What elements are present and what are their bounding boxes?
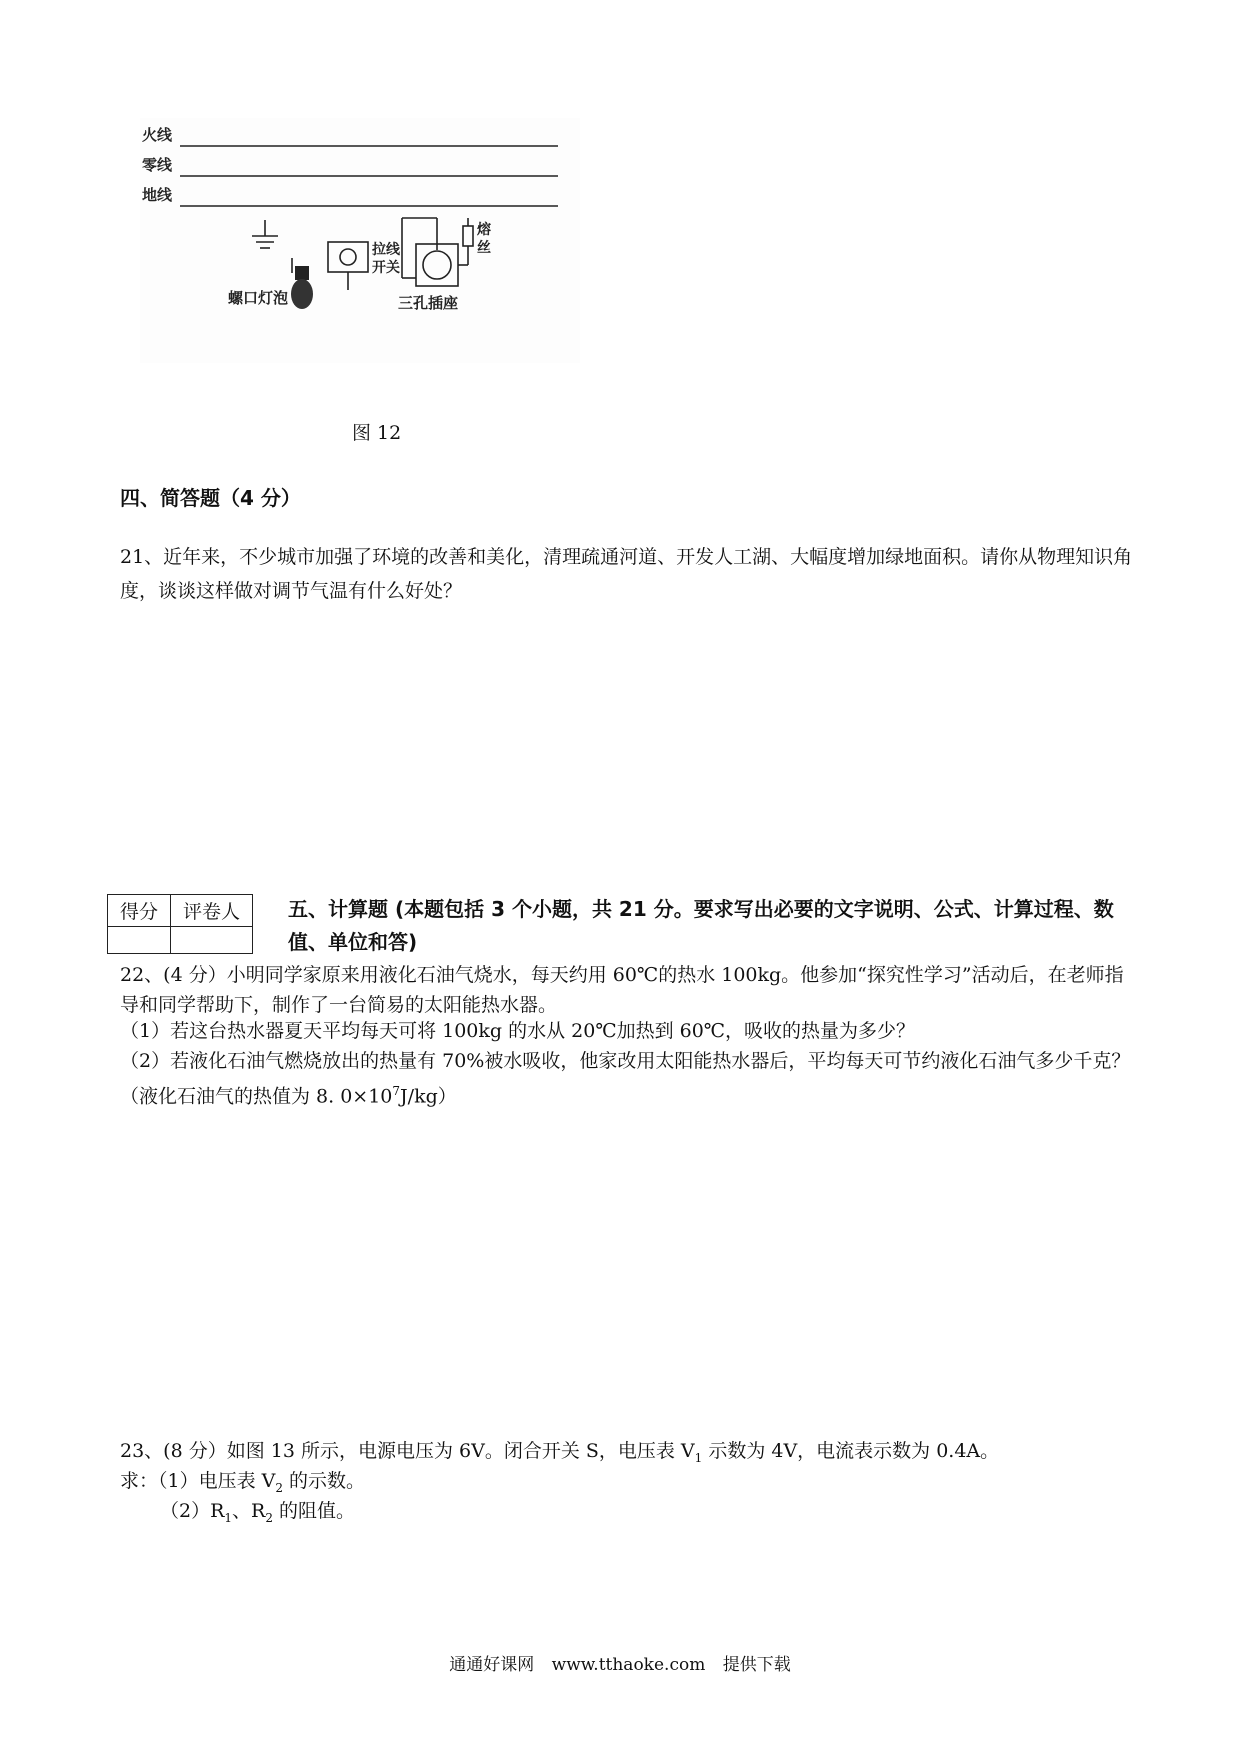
fuse-label-1: 熔 — [477, 222, 491, 238]
live-wire-label: 火线 — [142, 126, 173, 144]
q23-intro-a: 23、(8 分）如图 13 所示，电源电压为 6V。闭合开关 S，电压表 V — [120, 1440, 695, 1462]
q22-part2-exponent: 7 — [392, 1084, 401, 1098]
q23-intro-b: 示数为 4V，电流表示数为 0.4A。 — [702, 1440, 1000, 1462]
pull-switch-label-2: 开关 — [372, 260, 400, 276]
question-22-part-1: （1）若这台热水器夏天平均每天可将 100kg 的水从 20℃加热到 60℃，吸收的热量为多少？ — [120, 1020, 916, 1042]
score-table-wrap — [107, 894, 253, 954]
question-23-part-2 — [160, 1496, 1175, 1533]
q23-part2-a: （2）R — [160, 1500, 225, 1522]
pull-switch-label-1: 拉线 — [372, 242, 400, 258]
question-22-part-2 — [120, 1046, 1135, 1111]
question-21: 21、近年来，不少城市加强了环境的改善和美化，清理疏通河道、开发人工湖、大幅度增加绿地面积。请你从物理知识角度，谈谈这样做对调节气温有什么好处？ — [120, 546, 1133, 602]
figure-12-diagram — [140, 118, 580, 363]
q23-part2-sub2: 2 — [265, 1510, 273, 1525]
ground-wire-label: 地线 — [142, 186, 173, 204]
socket-icon — [402, 218, 468, 286]
footer-url[interactable]: www.tthaoke.com — [551, 1655, 706, 1675]
grader-cell[interactable] — [171, 927, 253, 954]
ground-symbol-icon — [252, 220, 278, 248]
wiring-diagram — [140, 118, 580, 363]
fuse-icon — [463, 218, 473, 246]
section-4-title: 四、简答题（4 分） — [120, 486, 301, 510]
q23-part2-b: 、R — [232, 1500, 266, 1522]
score-cell[interactable] — [108, 927, 171, 954]
q22-part2-text-a: （2）若液化石油气燃烧放出的热量有 70%被水吸收，他家改用太阳能热水器后，平均每天可节约液化石油气多少千克？（液化石油气的热值为 8. 0×10 — [120, 1050, 1131, 1108]
q23-ask-b: 的示数。 — [283, 1470, 366, 1492]
q23-part2-sub1: 1 — [224, 1510, 233, 1525]
score-table — [107, 894, 253, 954]
screw-bulb-label: 螺口灯泡 — [228, 289, 289, 307]
question-22-intro: 22、(4 分）小明同学家原来用液化石油气烧水，每天约用 60℃的热水 100kg。他参加“探究性学习”活动后，在老师指导和同学帮助下，制作了一台简易的太阳能热水器。 — [120, 964, 1124, 1016]
section-5-title: 五、计算题 (本题包括 3 个小题，共 21 分。要求写出必要的文字说明、公式、计算过程、数值、单位和答) — [288, 897, 1114, 954]
score-header: 得分 — [108, 895, 171, 927]
grader-header: 评卷人 — [171, 895, 253, 927]
q23-ask-a: 求：（1）电压表 V — [120, 1470, 276, 1492]
neutral-wire-label: 零线 — [142, 156, 173, 174]
fuse-label-2: 丝 — [477, 240, 491, 256]
socket-label: 三孔插座 — [398, 294, 459, 312]
page-footer — [0, 1650, 1240, 1675]
screw-bulb-icon — [291, 258, 313, 309]
q23-intro-sub: 1 — [694, 1450, 703, 1465]
pull-switch-icon — [328, 242, 368, 290]
footer-site: 通通好课网 — [449, 1655, 535, 1675]
footer-note: 提供下载 — [722, 1655, 791, 1675]
q23-part2-c: 的阻值。 — [273, 1500, 356, 1522]
figure-caption: 图 12 — [352, 422, 402, 444]
q22-part2-text-b: J/kg） — [400, 1085, 457, 1108]
q23-ask-sub: 2 — [275, 1480, 283, 1495]
